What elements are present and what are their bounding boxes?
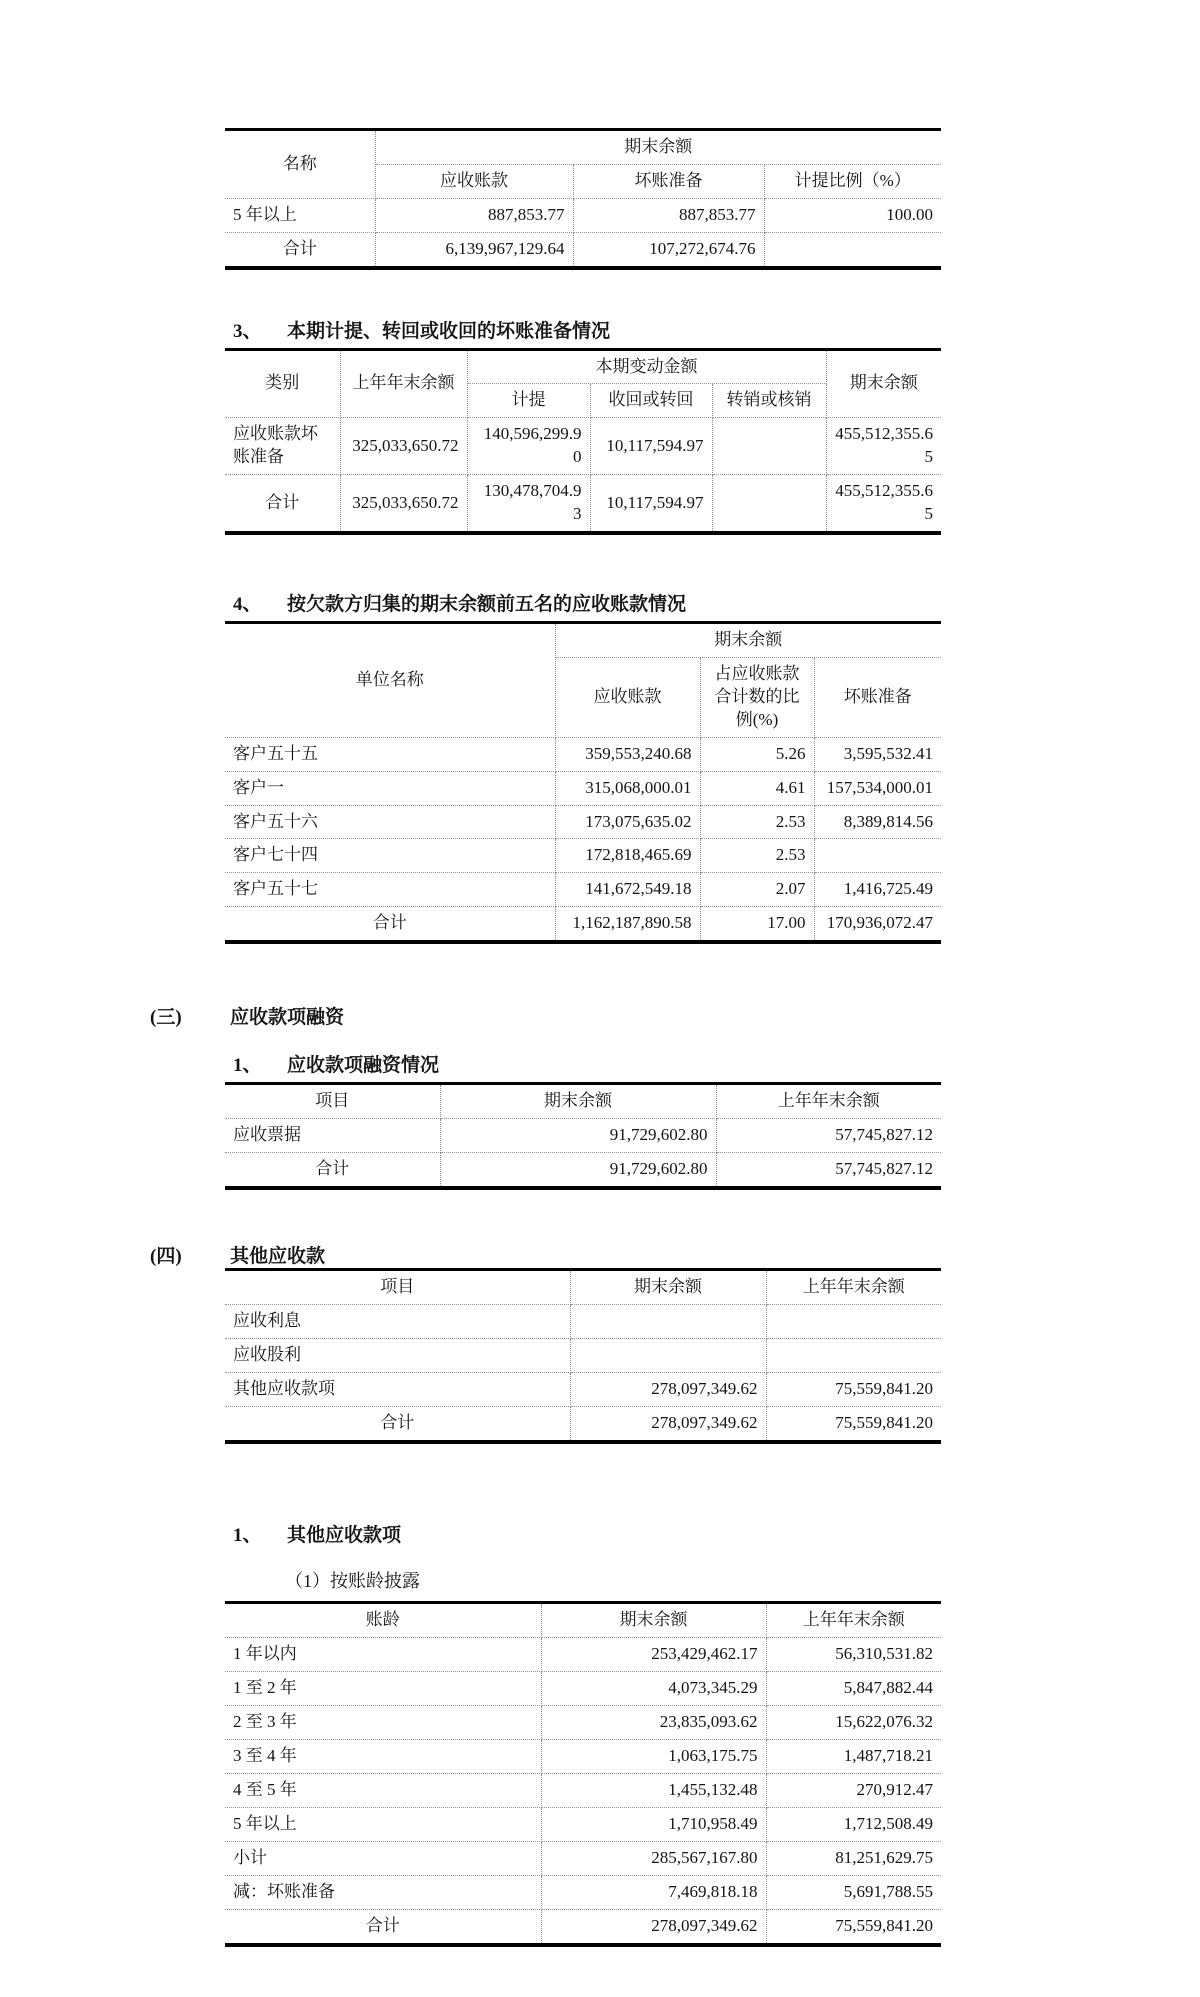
- table-cell: 325,033,650.72: [340, 418, 467, 475]
- table-cell: 325,033,650.72: [340, 475, 467, 533]
- table-row: [225, 475, 941, 533]
- table-cell: 170,936,072.47: [814, 907, 941, 942]
- table-cell: 1,162,187,890.58: [555, 907, 700, 942]
- table-row: [225, 873, 941, 907]
- table-cell: 应收票据: [225, 1118, 440, 1152]
- table-cell: 应收股利: [225, 1339, 570, 1373]
- table-row: [225, 1672, 941, 1706]
- table-cell: 278,097,349.62: [570, 1407, 766, 1442]
- table-cell: 10,117,594.97: [590, 418, 712, 475]
- table-cell: 10,117,594.97: [590, 475, 712, 533]
- section-number: (四): [150, 1245, 182, 1267]
- financial-table: [225, 348, 941, 536]
- table-cell: 4.61: [700, 771, 814, 805]
- table-cell: [766, 1305, 941, 1339]
- header-cell: 类别: [225, 349, 340, 418]
- table-cell: 75,559,841.20: [766, 1373, 941, 1407]
- table-cell: 1,487,718.21: [766, 1739, 941, 1773]
- table-cell: [814, 839, 941, 873]
- header-cell: 期末余额: [440, 1083, 716, 1118]
- header-cell: 计提: [467, 384, 590, 418]
- header-cell: 坏账准备: [573, 164, 764, 198]
- table-cell: 5 年以上: [225, 1807, 541, 1841]
- header-cell: 计提比例（%）: [764, 164, 941, 198]
- table-cell: 75,559,841.20: [766, 1909, 941, 1944]
- table-cell: 23,835,093.62: [541, 1705, 766, 1739]
- table-cell: 17.00: [700, 907, 814, 942]
- section-heading-other1: [233, 1524, 941, 1548]
- table-cell: 3,595,532.41: [814, 737, 941, 771]
- table-cell: 91,729,602.80: [440, 1152, 716, 1187]
- table-cell: 1,712,508.49: [766, 1807, 941, 1841]
- section-heading-3: [233, 320, 941, 344]
- table-cell: 减：坏账准备: [225, 1875, 541, 1909]
- section-number: 1、: [233, 1525, 262, 1546]
- table-cell: 107,272,674.76: [573, 232, 764, 267]
- financial-table: [225, 1082, 941, 1190]
- header-cell: 名称: [225, 130, 375, 199]
- table-row: [225, 1118, 941, 1152]
- table-row: [225, 1305, 941, 1339]
- table-cell: 小计: [225, 1841, 541, 1875]
- table-cell: 合计: [225, 475, 340, 533]
- table-cell: 278,097,349.62: [570, 1373, 766, 1407]
- header-cell: 账龄: [225, 1603, 541, 1638]
- sub-heading-aging-disclosure: （1）按账龄披露: [285, 1570, 420, 1591]
- section-title: 按欠款方归集的期末余额前五名的应收账款情况: [287, 594, 687, 616]
- financial-table: [225, 128, 941, 270]
- table-cell: 315,068,000.01: [555, 771, 700, 805]
- table-cell: 3 至 4 年: [225, 1739, 541, 1773]
- header-cell: 应收账款: [375, 164, 573, 198]
- table-cell: 5.26: [700, 737, 814, 771]
- section-number: 4、: [233, 594, 262, 616]
- table-cell: 100.00: [764, 198, 941, 232]
- table-receivables-financing: [225, 1082, 941, 1190]
- table-row: [225, 1373, 941, 1407]
- header-cell: 应收账款: [555, 657, 700, 737]
- table-cell: 其他应收款项: [225, 1373, 570, 1407]
- header-row: [225, 622, 941, 657]
- section-heading-4: [233, 593, 941, 617]
- table-row: [225, 1841, 941, 1875]
- table-cell: 应收账款坏账准备: [225, 418, 340, 475]
- table-cell: [764, 232, 941, 267]
- table-cell: 1,063,175.75: [541, 1739, 766, 1773]
- table-cell: 合计: [225, 1407, 570, 1442]
- table-cell: 1 至 2 年: [225, 1672, 541, 1706]
- table-cell: 172,818,465.69: [555, 839, 700, 873]
- table-cell: 6,139,967,129.64: [375, 232, 573, 267]
- table-row: [225, 1875, 941, 1909]
- table-row: [225, 1152, 941, 1187]
- table-cell: 1,455,132.48: [541, 1773, 766, 1807]
- table-cell: 应收利息: [225, 1305, 570, 1339]
- header-cell: 上年年末余额: [716, 1083, 941, 1118]
- header-cell: 本期变动金额: [467, 349, 826, 384]
- table-row: [225, 1638, 941, 1672]
- table-aging-provision-ratio: [225, 128, 941, 270]
- table-row: [225, 1807, 941, 1841]
- financial-table: [225, 1601, 941, 1946]
- header-cell: 期末余额: [541, 1603, 766, 1638]
- header-cell: 上年年末余额: [766, 1270, 941, 1305]
- table-cell: 7,469,818.18: [541, 1875, 766, 1909]
- table-row: [225, 805, 941, 839]
- table-row: [225, 1909, 941, 1944]
- table-cell: 客户五十七: [225, 873, 555, 907]
- header-cell: 期末余额: [826, 349, 941, 418]
- table-cell: 4,073,345.29: [541, 1672, 766, 1706]
- section-title: 应收款项融资情况: [287, 1055, 440, 1076]
- table-cell: 2 至 3 年: [225, 1705, 541, 1739]
- section-title: 其他应收款: [230, 1245, 326, 1267]
- table-row: [225, 1407, 941, 1442]
- table-cell: 5,847,882.44: [766, 1672, 941, 1706]
- table-row: [225, 1773, 941, 1807]
- table-top-five-receivables: [225, 621, 941, 944]
- table-cell: 合计: [225, 907, 555, 942]
- table-cell: 455,512,355.65: [826, 418, 941, 475]
- header-row: [225, 1270, 941, 1305]
- table-cell: 4 至 5 年: [225, 1773, 541, 1807]
- table-other-receivables-aging: [225, 1601, 941, 1946]
- table-cell: 1 年以内: [225, 1638, 541, 1672]
- header-cell: 期末余额: [570, 1270, 766, 1305]
- table-row: [225, 839, 941, 873]
- section-title: 本期计提、转回或收回的坏账准备情况: [287, 320, 611, 342]
- header-cell: 转销或核销: [712, 384, 826, 418]
- header-cell: 上年年末余额: [340, 349, 467, 418]
- section-number: (三): [150, 1007, 182, 1029]
- table-cell: 客户五十六: [225, 805, 555, 839]
- table-cell: 5 年以上: [225, 198, 375, 232]
- table-row: [225, 418, 941, 475]
- table-cell: 56,310,531.82: [766, 1638, 941, 1672]
- table-cell: 15,622,076.32: [766, 1705, 941, 1739]
- table-cell: [712, 475, 826, 533]
- table-cell: 1,416,725.49: [814, 873, 941, 907]
- table-cell: 91,729,602.80: [440, 1118, 716, 1152]
- financial-table: [225, 621, 941, 944]
- header-cell: 单位名称: [225, 622, 555, 737]
- table-cell: 173,075,635.02: [555, 805, 700, 839]
- table-cell: 5,691,788.55: [766, 1875, 941, 1909]
- table-cell: [570, 1305, 766, 1339]
- table-row: [225, 1705, 941, 1739]
- table-cell: 887,853.77: [375, 198, 573, 232]
- table-cell: 客户五十五: [225, 737, 555, 771]
- table-row: [225, 198, 941, 232]
- header-cell: 坏账准备: [814, 657, 941, 737]
- header-cell: 期末余额: [555, 622, 941, 657]
- table-cell: 客户七十四: [225, 839, 555, 873]
- header-row: [225, 1603, 941, 1638]
- table-cell: 2.53: [700, 839, 814, 873]
- table-cell: 140,596,299.90: [467, 418, 590, 475]
- table-row: [225, 1339, 941, 1373]
- section-title: 其他应收款项: [287, 1525, 402, 1546]
- header-cell: 收回或转回: [590, 384, 712, 418]
- table-row: [225, 1739, 941, 1773]
- table-row: [225, 907, 941, 942]
- section-heading-c3: [150, 1006, 1200, 1030]
- section-heading-c3-1: [233, 1054, 941, 1078]
- header-row: [225, 1083, 941, 1118]
- table-row: [225, 737, 941, 771]
- header-cell: 期末余额: [375, 130, 941, 165]
- section-number: 3、: [233, 320, 262, 342]
- section-number: 1、: [233, 1055, 262, 1076]
- financial-table: [225, 1268, 941, 1444]
- table-cell: 455,512,355.65: [826, 475, 941, 533]
- table-cell: [766, 1339, 941, 1373]
- section-title: 应收款项融资: [230, 1007, 345, 1029]
- table-cell: 270,912.47: [766, 1773, 941, 1807]
- table-cell: [570, 1339, 766, 1373]
- table-cell: 2.07: [700, 873, 814, 907]
- table-cell: 130,478,704.93: [467, 475, 590, 533]
- table-cell: 157,534,000.01: [814, 771, 941, 805]
- table-cell: 合计: [225, 1909, 541, 1944]
- header-cell: 上年年末余额: [766, 1603, 941, 1638]
- table-cell: 887,853.77: [573, 198, 764, 232]
- table-cell: 57,745,827.12: [716, 1118, 941, 1152]
- header-row: [225, 130, 941, 165]
- table-cell: 75,559,841.20: [766, 1407, 941, 1442]
- table-other-receivables-summary: [225, 1268, 941, 1444]
- table-cell: 客户一: [225, 771, 555, 805]
- table-cell: 285,567,167.80: [541, 1841, 766, 1875]
- header-cell: 占应收账款合计数的比例(%): [700, 657, 814, 737]
- table-cell: 81,251,629.75: [766, 1841, 941, 1875]
- table-cell: 359,553,240.68: [555, 737, 700, 771]
- table-bad-debt-provision-movement: [225, 348, 941, 536]
- section-heading-c4: [150, 1245, 1200, 1269]
- table-cell: 278,097,349.62: [541, 1909, 766, 1944]
- table-cell: 1,710,958.49: [541, 1807, 766, 1841]
- table-cell: 2.53: [700, 805, 814, 839]
- table-cell: [712, 418, 826, 475]
- header-cell: 项目: [225, 1270, 570, 1305]
- header-row: [225, 349, 941, 384]
- table-cell: 合计: [225, 1152, 440, 1187]
- table-cell: 253,429,462.17: [541, 1638, 766, 1672]
- table-cell: 合计: [225, 232, 375, 267]
- table-cell: 57,745,827.12: [716, 1152, 941, 1187]
- table-cell: 141,672,549.18: [555, 873, 700, 907]
- table-row: [225, 771, 941, 805]
- table-cell: 8,389,814.56: [814, 805, 941, 839]
- header-cell: 项目: [225, 1083, 440, 1118]
- table-row: [225, 232, 941, 267]
